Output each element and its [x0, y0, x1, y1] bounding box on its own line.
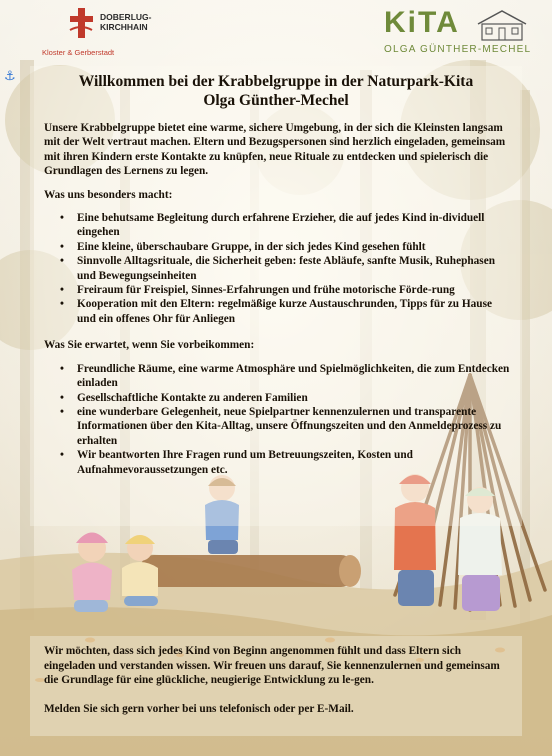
list-item-text: Eine behutsame Begleitung durch erfahrene Erzieher, die auf jedes Kind in-dividuell eingehen: [77, 212, 485, 239]
intro-paragraph: Unsere Krabbelgruppe bietet eine warme, sichere Umgebung, in der sich die Kleinsten langsam mit der Welt vertraut machen. Eltern und Bezugspersonen sind herzlich eingeladen, gemeinsam mit ihren Kindern erste Kontakte zu knüpfen, neue Rituale zu entdecken und spielerisch die Grundlagen des Lernens zu legen.: [44, 122, 506, 178]
list-item: [44, 362, 510, 391]
logo-left-tagline: Kloster & Gerberstadt: [42, 48, 115, 57]
bullet-icon: •: [60, 391, 64, 404]
section1-heading: Was uns besonders macht:: [44, 188, 173, 201]
logo-left-line2: KIRCHHAIN: [100, 22, 148, 32]
kita-logo: [378, 4, 538, 60]
logo-left-line1: DOBERLUG-: [100, 12, 152, 22]
list-item-text: Gesellschaftliche Kontakte zu anderen Familien: [77, 391, 308, 404]
bullet-icon: •: [60, 405, 64, 418]
bullet-icon: •: [60, 212, 64, 225]
list-item: [44, 448, 510, 477]
section2-heading: Was Sie erwartet, wenn Sie vorbeikommen:: [44, 339, 255, 352]
list-item: [44, 405, 510, 448]
main-content: [44, 121, 510, 477]
list-item-text: Kooperation mit den Eltern: regelmäßige kurze Austauschrunden, Tipps für zu Hause und ein offenes Ohr für Anliegen: [77, 298, 492, 325]
bullet-icon: •: [60, 255, 64, 268]
list-item-text: Freiraum für Freispiel, Sinnes-Erfahrungen und frühe motorische Förde-rung: [77, 284, 455, 297]
list-item: [44, 240, 510, 254]
kita-brand-text: [384, 6, 460, 40]
list-item: [44, 391, 510, 405]
page-title: [30, 72, 522, 110]
list-item-text: eine wunderbare Gelegenheit, neue Spielpartner kennenzulernen und transparente Informationen über den Kita-Alltag, unsere Öffnungszeiten und den Anmeldeprozess zu erhalten: [77, 405, 502, 447]
kita-brand-word: KiTA: [384, 6, 460, 39]
bullet-icon: •: [60, 240, 64, 253]
section2-list: [44, 362, 510, 477]
title-line2: Olga Günther-Mechel: [203, 92, 349, 109]
list-item-text: Sinnvolle Alltagsrituale, die Sicherheit geben: feste Abläufe, sanfte Musik, Ruhephasen und Bewegungseinheiten: [77, 255, 496, 282]
contact-paragraph: Melden Sie sich gern vorher bei uns telefonisch oder per E-Mail.: [44, 702, 354, 715]
bullet-icon: •: [60, 449, 64, 462]
list-item: [44, 283, 510, 297]
list-item-text: Eine kleine, überschaubare Gruppe, in der sich jedes Kind gesehen fühlt: [77, 240, 426, 253]
kita-subtitle: OLGA GÜNTHER-MECHEL: [384, 44, 532, 55]
list-item: [44, 297, 510, 326]
list-item-text: Freundliche Räume, eine warme Atmosphäre und Spielmöglichkeiten, die zum Entdecken einladen: [77, 362, 510, 390]
bullet-icon: •: [60, 362, 64, 375]
closing-paragraph: Wir möchten, dass sich jedes Kind von Beginn angenommen fühlt und dass Eltern sich eingeladen und verstanden wissen. Wir freuen uns darauf, Sie kennenzulernen und gemeinsam die Grundlage für eine glückliche, neugierige Entwicklung zu le-gen.: [44, 645, 500, 687]
anchor-icon: ⚓: [4, 69, 16, 84]
doberlug-kirchhain-logo: [42, 4, 152, 60]
list-item: [44, 254, 510, 283]
cross-icon: [64, 6, 98, 40]
section1-list: [44, 211, 510, 326]
bullet-icon: •: [60, 298, 64, 311]
list-item: [44, 211, 510, 240]
closing-section: [44, 644, 510, 716]
bullet-icon: •: [60, 284, 64, 297]
list-item-text: Wir beantworten Ihre Fragen rund um Betreuungszeiten, Kosten und Aufnahmevoraussetzungen etc.: [77, 449, 413, 476]
house-icon: [474, 8, 530, 42]
title-line1: Willkommen bei der Krabbelgruppe in der Naturpark-Kita: [78, 73, 474, 90]
